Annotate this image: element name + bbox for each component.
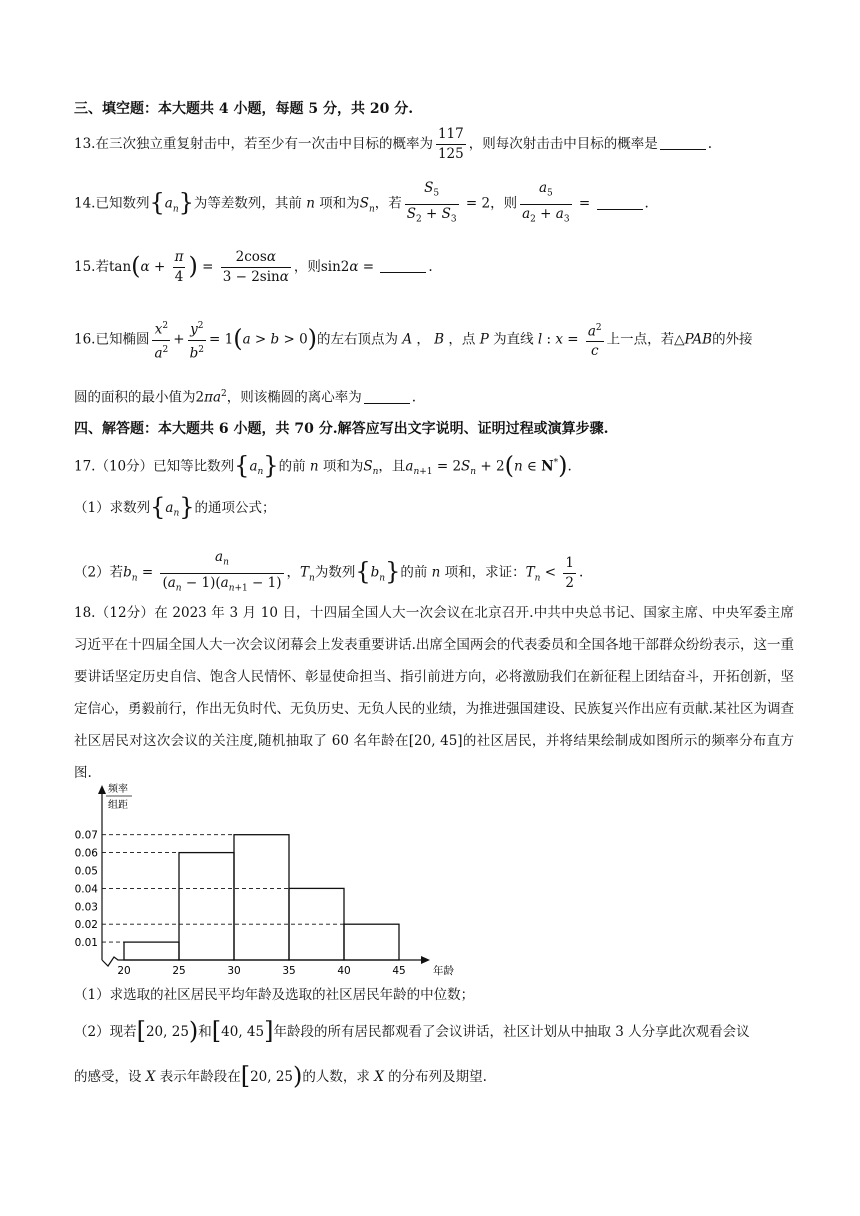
y-tick-label: 0.03 [74,901,98,914]
x-tick-label: 40 [337,965,351,977]
y-tick-label: 0.02 [74,919,98,932]
histogram-bar [234,835,289,960]
fraction-cos: $\frac{2\cos\alpha}{3 - 2\sin\alpha}$ [222,249,289,285]
x-tick-label: 25 [172,965,186,977]
x-axis-label: 年龄 [433,965,454,977]
question-14: 14.已知数列$\{a_n\}$为等差数列，其前 n 项和为$S_n$，若 $\frac{S_5}{S_2 + S_3}$ = 2，则 $\frac{a_5}{a_2 + a_3}$ = . [74,180,649,228]
x-axis-arrow [421,956,430,964]
y-axis-arrow [98,785,106,794]
question-18-part-2: （2）现若[20, 25)和[40, 45]年龄段的所有居民都观看了会议讲话，社区计划从中抽取 3 人分享此次观看会议 [74,1017,750,1045]
question-13: 13.在三次独立重复射击中，若至少有一次击中目标的概率为 $\frac{117}{125}$ ，则每次射击击中目标的概率是 . [74,126,713,162]
question-17: 17.（10分）已知等比数列$\{a_n\}$的前 n 项和为$S_n$，且$a_{n+1} = 2S_n + 2(n$ ∈ N*). [74,451,572,480]
answer-blank [597,195,643,210]
x-tick-label: 45 [392,965,406,977]
fraction-s5: $\frac{S_5}{S_2 + S_3}$ [406,180,457,225]
histogram-bar [179,853,234,960]
y-label-top: 频率 [108,784,128,795]
y-tick-label: 0.07 [74,829,98,842]
y-tick-label: 0.06 [74,847,98,860]
answer-blank [660,135,706,150]
y-tick-label: 0.05 [74,865,98,878]
fraction-a5: $\frac{a_5}{a_2 + a_3}$ [522,180,570,225]
question-18-part-1: （1）求选取的社区居民平均年龄及选取的社区居民年龄的中位数； [74,987,475,1003]
y-tick-label: 0.04 [74,883,98,896]
y-label-bottom: 组距 [108,800,128,811]
x-tick-label: 30 [227,965,241,977]
question-17-part-1: （1）求数列$\{a_n\}$的通项公式； [74,493,276,521]
answer-blank [364,389,410,404]
question-18-part-2-line-2: 的感受，设 X 表示年龄段在[20, 25)的人数，求 X 的分布列及期望. [74,1062,487,1090]
answer-blank [380,258,426,273]
question-18-paragraph: 18.（12分）在 2023 年 3 月 10 日，十四届全国人大一次会议在北京召开.中共中央总书记、国家主席、中央军委主席习近平在十四届全国人大一次会议闭幕会上发表重要讲话.出席全国两会的代表委员和全国各地干部群众纷纷表示，这一重要讲话坚定历史自信、饱含人民情怀、彰显使命担当、指引前进方向，必将激励我们在新征程上团结奋斗，开拓创新，坚定信心，勇毅前行，作出无负时代、无负历史、无负人民的业绩，为推进强国建设、民族复兴作出应有贡献.某社区为调查社区居民对这次会议的关注度,随机抽取了 60 名年龄在[20, 45]的社区居民，并将结果绘制成如图所示的频率分布直方图. [74,605,794,781]
question-15: 15.若tan(α + $\frac{\pi}{4}$ ) = $\frac{2\cos\alpha}{3 - 2\sin\alpha}$ ，则sin2α = . [74,249,433,285]
x-tick-label: 35 [282,965,296,977]
x-tick-label: 20 [117,965,131,977]
question-16-line-2: 圆的面积的最小值为$2\pi a^2$，则该椭圆的离心率为 . [74,389,417,406]
section-solve-title: 四、解答题：本大题共 6 小题，共 70 分.解答应写出文字说明、证明过程或演算步骤. [74,421,609,437]
histogram-bar [344,924,399,960]
frequency-histogram [70,780,454,980]
histogram-bar [124,942,179,960]
y-tick-label: 0.01 [74,937,98,950]
fraction-117-125: $\frac{117}{125}$ [437,126,464,162]
x-axis [102,957,423,966]
section-fill-in-title: 三、填空题：本大题共 4 小题，每题 5 分，共 20 分. [74,101,414,117]
question-17-part-2: （2）若$b_n$ = $\frac{a_n}{(a_n - 1)(a_{n+1} - 1)}$ ，$T_n$为数列$\{b_n\}$的前 n 项和，求证：$T_n$ < $\frac{1}{2}$ . [74,549,584,594]
question-16: 16.已知椭圆 $\frac{x^2}{a^2}$ + $\frac{y^2}{b^2}$ = 1(a > b > 0)的左右顶点为 A ， B ，点 P 为直线 l : x = $\frac{a^2}{c}$ 上一点，若△PAB的外接 [74,318,753,362]
